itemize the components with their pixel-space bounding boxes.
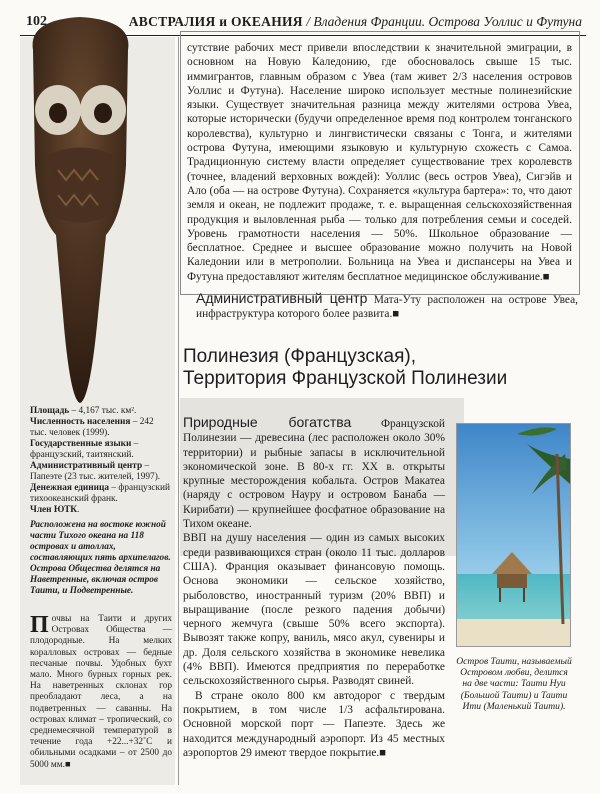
resources-heading: Природные богатства	[183, 414, 352, 430]
soil-text: очвы на Таити и других Островах Общества — плодородные. На мелких коралловых островах — бедные песчаные почвы. Удобных бухт мало. Много бурных горных рек. На наветренных склонах гор преобладают леса, а на подветренных — саванны. На островах климат – тропический, со среднемесячной температурой в течение года +22...+32˚С и обильными осадками – от 2500 до 5000 мм.■	[30, 614, 172, 770]
subsection-title: / Владения Франции. Острова Уоллис и Футуна	[302, 14, 582, 29]
fact-value: – 242 тыс. человек (1999).	[30, 417, 154, 438]
section-heading-line2: Территория Французской Полинезии	[183, 368, 508, 389]
fact-value: – французский, таитянский.	[30, 439, 139, 460]
fact-value: .	[77, 505, 80, 515]
admin-paragraph	[196, 291, 578, 322]
section-title: АВСТРАЛИЯ и ОКЕАНИЯ	[128, 14, 303, 29]
column-divider	[178, 37, 179, 785]
running-title	[129, 14, 582, 30]
section-heading-line1: Полинезия (Французская),	[183, 346, 417, 367]
fact-languages	[30, 439, 172, 461]
section-heading	[183, 346, 583, 390]
fact-label: Административный центр	[30, 461, 143, 471]
fact-label: Численность населения	[30, 417, 131, 427]
admin-text: Мата-Уту расположен на острове Увеа, инфраструктура которого более развита.■	[196, 294, 578, 321]
fact-label: Государственные языки	[30, 439, 132, 449]
carved-figure-image	[18, 15, 143, 405]
roads-paragraph: В стране около 800 км автодорог с твердым покрытием, в том числе 1/3 асфальтирована. Основной морской порт — Папеэте. Здесь же находится международный аэропорт. Из 45 местных аэропортов 29 имеют твердое покрытие.■	[183, 689, 445, 759]
fact-label: Денежная единица	[30, 483, 110, 493]
fact-capital	[30, 461, 172, 483]
fact-label: Площадь	[30, 406, 70, 416]
location-note: Расположена на востоке южной части Тихого океана на 118 островах и атоллах, составляющих пять архипелагов. Острова Общества делятся на Наветренные, включая остров Таити, и Подветренные.	[30, 520, 171, 596]
drop-cap: П	[30, 612, 49, 638]
fact-membership	[30, 505, 172, 516]
resources-paragraph	[183, 415, 445, 531]
facts-block	[30, 406, 172, 516]
fact-currency	[30, 483, 172, 505]
resources-text: Французской Полинезии — древесина (лес расположен около 30% территории) и рыбные запасы в исключительной экономической зоне. В 80-х гг. XX в. открыты крупные месторождения кобальта. Остров Макатеа (наряду с островом Науру и островом Банаба — Кирибати) — крупнейшее фосфатное образование на Тихом океане.	[183, 418, 445, 531]
page-number: 102	[26, 14, 47, 29]
fact-population	[30, 417, 172, 439]
photo-caption: Остров Таити, называемый Островом любви, делится на две части: Таити Нуи (Большой Таити) и Таити Ити (Маленький Таити).	[456, 656, 572, 712]
economy-paragraph: ВВП на душу населения — один из самых высоких среди развивающихся стран (около 11 тыс. долларов США). Франция оказывает финансовую помощь. Основа экономики — сельское хозяйство, рыболовство, иностранный туризм (20% ВВП) и выращивание (после резкого падения добычи) черного жемчуга (свыше 50% всего экспорта). Вывозят также копру, ваниль, мясо акул, сувениры и др. Доля сельского хозяйства в экономике невелика (4% ВВП). Имеются предприятия по переработке сельскохозяйственного сырья. Разводят свиней.	[183, 532, 445, 688]
fact-area	[30, 406, 172, 417]
fact-value: – 4,167 тыс. км².	[69, 406, 137, 416]
fact-value: – французский тихоокеанский франк.	[30, 483, 170, 504]
tahiti-photo	[456, 423, 571, 647]
fact-value: – Папеэте (23 тыс. жителей, 1997).	[30, 461, 161, 482]
fact-label: Член ЮТК	[30, 505, 78, 515]
body-text	[183, 415, 445, 760]
admin-heading: Административный центр	[196, 290, 368, 306]
soil-paragraph	[30, 614, 172, 771]
top-paragraph: сутствие рабочих мест привели впоследствии к значительной эмиграции, в основном на Новую Каледонию, где обосновалось свыше 15 тыс. иммигрантов, главным образом с Увеа (там живет 2/3 населения островов Уоллис и Футуна). Население широко использует местные полинезийские языки. Существует значительная разница между жителями острова Увеа, которые исторически (будучи определенное время под контролем тонганского королевства), культурно и лингвистически связаны с Тонга, и жителями острова Футуна, имеющими языковую и культурную схожесть с Самоа. Традиционную систему власти определяет существование трех королевств (точнее, владений верховных вождей): Уоллис (весь остров Увеа), Сигэйв и Ало (оба — на острове Футуна). Сохраняется «культура бартера»: то, что дают земля и океан, не подлежит продаже, т. е. выращенная сельскохозяйственная продукция и выловленная рыба — только для потребления семьи и соседей. Уровень грамотности населения — 50%. Школьное образование — бесплатное. Среднее и высшее образование можно получить на Новой Каледонии или в метрополии. Больница на Увеа и диспансеры на Увеа и Футуна предоставляют жителям бесплатное медицинское обслуживание.■	[187, 42, 572, 283]
